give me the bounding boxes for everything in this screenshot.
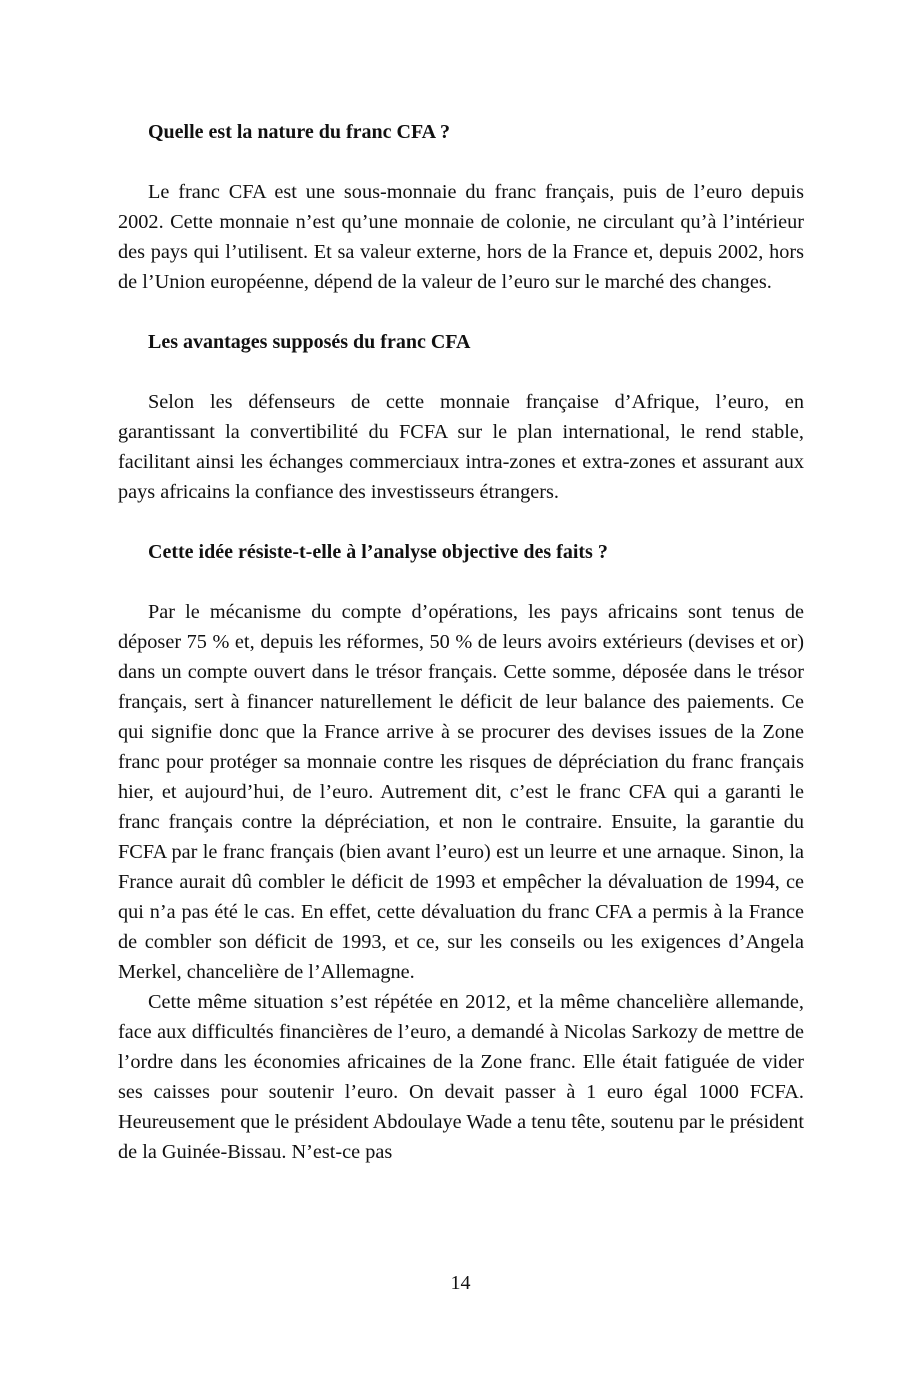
paragraph-nature: Le franc CFA est une sous-monnaie du franc français, puis de l’euro depuis 2002. Cette monnaie n’est qu’une monnaie de colonie, ne circulant qu’à l’intérieur des pays qui l’utilisent. Et sa valeur externe, hors de la France et, depuis 2002, hors de l’Union européenne, dépend de la valeur de l’euro sur le marché des changes. — [118, 181, 804, 293]
paragraph-analyse-1: Par le mécanisme du compte d’opérations, les pays africains sont tenus de déposer 75 % et, depuis les réformes, 50 % de leurs avoirs extérieurs (devises et or) dans un compte ouvert dans le trésor français. Cette somme, déposée dans le trésor français, sert à financer naturellement le déficit de leur balance des paiements. Ce qui signifie donc que la France arrive à se procurer des devises issues de la Zone franc pour protéger sa monnaie contre les risques de dépréciation du franc français hier, et aujourd’hui, de l’euro. Autrement dit, c’est le franc CFA qui a garanti le franc français contre la dépréciation, et non le contraire. Ensuite, la garantie du FCFA par le franc français (bien avant l’euro) est un leurre et une arnaque. Sinon, la France aurait dû combler le déficit de 1993 et empêcher la dévaluation de 1994, ce qui n’a pas été le cas. En effet, cette dévaluation du franc CFA a permis à la France de combler son déficit de 1993, et ce, sur les conseils ou les exigences d’Angela Merkel, chancelière de l’Allemagne. — [118, 601, 804, 983]
page-number: 14 — [450, 1272, 471, 1294]
paragraph-analyse-2: Cette même situation s’est répétée en 2012, et la même chancelière allemande, face aux difficultés financières de l’euro, a demandé à Nicolas Sarkozy de mettre de l’ordre dans les économies africaines de la Zone franc. Elle était fatiguée de vider ses caisses pour soutenir l’euro. On devait passer à 1 euro égal 1000 FCFA. Heureusement que le président Abdoulaye Wade a tenu tête, soutenu par le président de la Guinée-Bissau. N’est-ce pas — [118, 991, 804, 1163]
paragraph-avantages: Selon les défenseurs de cette monnaie française d’Afrique, l’euro, en garantissant la convertibilité du FCFA sur le plan international, le rend stable, facilitant ainsi les échanges commerciaux intra-zones et extra-zones et assurant aux pays africains la confiance des investisseurs étrangers. — [118, 391, 804, 503]
page-body — [118, 117, 804, 1167]
section-heading-nature: Quelle est la nature du franc CFA ? — [148, 121, 451, 143]
section-heading-analyse: Cette idée résiste-t-elle à l’analyse objective des faits ? — [148, 541, 608, 563]
section-heading-avantages: Les avantages supposés du franc CFA — [148, 331, 471, 353]
